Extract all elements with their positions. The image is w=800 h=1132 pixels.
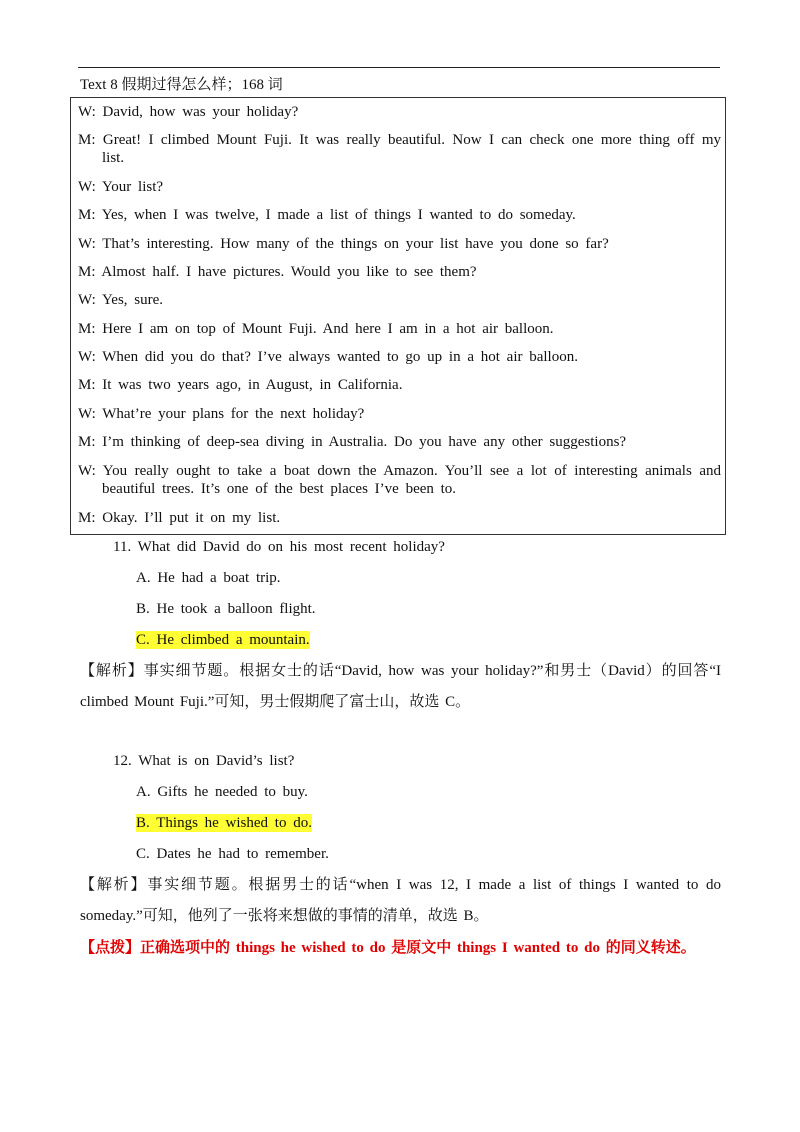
top-rule	[78, 67, 720, 68]
transcript-line: M: It was two years ago, in August, in California.	[78, 377, 403, 393]
question-11: 11. What did David do on his most recent holiday?	[113, 539, 445, 555]
question-12-option-a: A. Gifts he needed to buy.	[136, 784, 308, 800]
question-12-analysis: 【解析】事实细节题。根据男士的话“when I was 12, I made a list of things I wanted to do someday.”可知，他列了一张将来想做的事情的清单，故选 B。	[80, 877, 721, 924]
question-11-option-a: A. He had a boat trip.	[136, 570, 281, 586]
transcript-line: M: Here I am on top of Mount Fuji. And here I am in a hot air balloon.	[78, 321, 554, 337]
question-11-option-c-answer: C. He climbed a mountain.	[136, 632, 310, 648]
transcript-line: W: What’re your plans for the next holiday?	[78, 406, 365, 422]
transcript-line: W: David, how was your holiday?	[78, 104, 299, 120]
question-11-option-b: B. He took a balloon flight.	[136, 601, 316, 617]
tip-note: 【点拨】正确选项中的 things he wished to do 是原文中 things I wanted to do 的同义转述。	[80, 940, 696, 956]
question-12: 12. What is on David’s list?	[113, 753, 295, 769]
transcript-line: M: Yes, when I was twelve, I made a list of things I wanted to do someday.	[78, 207, 576, 223]
transcript-line: W: Yes, sure.	[78, 292, 164, 308]
question-12-option-b-answer: B. Things he wished to do.	[136, 815, 312, 831]
transcript-line: M: Okay. I’ll put it on my list.	[78, 510, 281, 526]
transcript-line: W: When did you do that? I’ve always wanted to go up in a hot air balloon.	[78, 349, 578, 365]
transcript-line: W: That’s interesting. How many of the things on your list have you done so far?	[78, 236, 609, 252]
question-11-analysis: 【解析】事实细节题。根据女士的话“David, how was your holiday?”和男士（David）的回答“I climbed Mount Fuji.”可知，男士假期爬了富士山，故选 C。	[80, 663, 721, 710]
transcript-line: W: Your list?	[78, 179, 164, 195]
transcript-line: W: You really ought to take a boat down the Amazon. You’ll see a lot of interesting animals and beautiful trees. It’s one of the best places I’ve been to.	[78, 463, 721, 497]
transcript-line: M: Great! I climbed Mount Fuji. It was really beautiful. Now I can check one more thing off my list.	[78, 132, 721, 166]
transcript-line: M: Almost half. I have pictures. Would you like to see them?	[78, 264, 477, 280]
question-12-option-c: C. Dates he had to remember.	[136, 846, 329, 862]
transcript-line: M: I’m thinking of deep-sea diving in Australia. Do you have any other suggestions?	[78, 434, 627, 450]
section-title: Text 8 假期过得怎么样；168 词	[80, 77, 283, 93]
